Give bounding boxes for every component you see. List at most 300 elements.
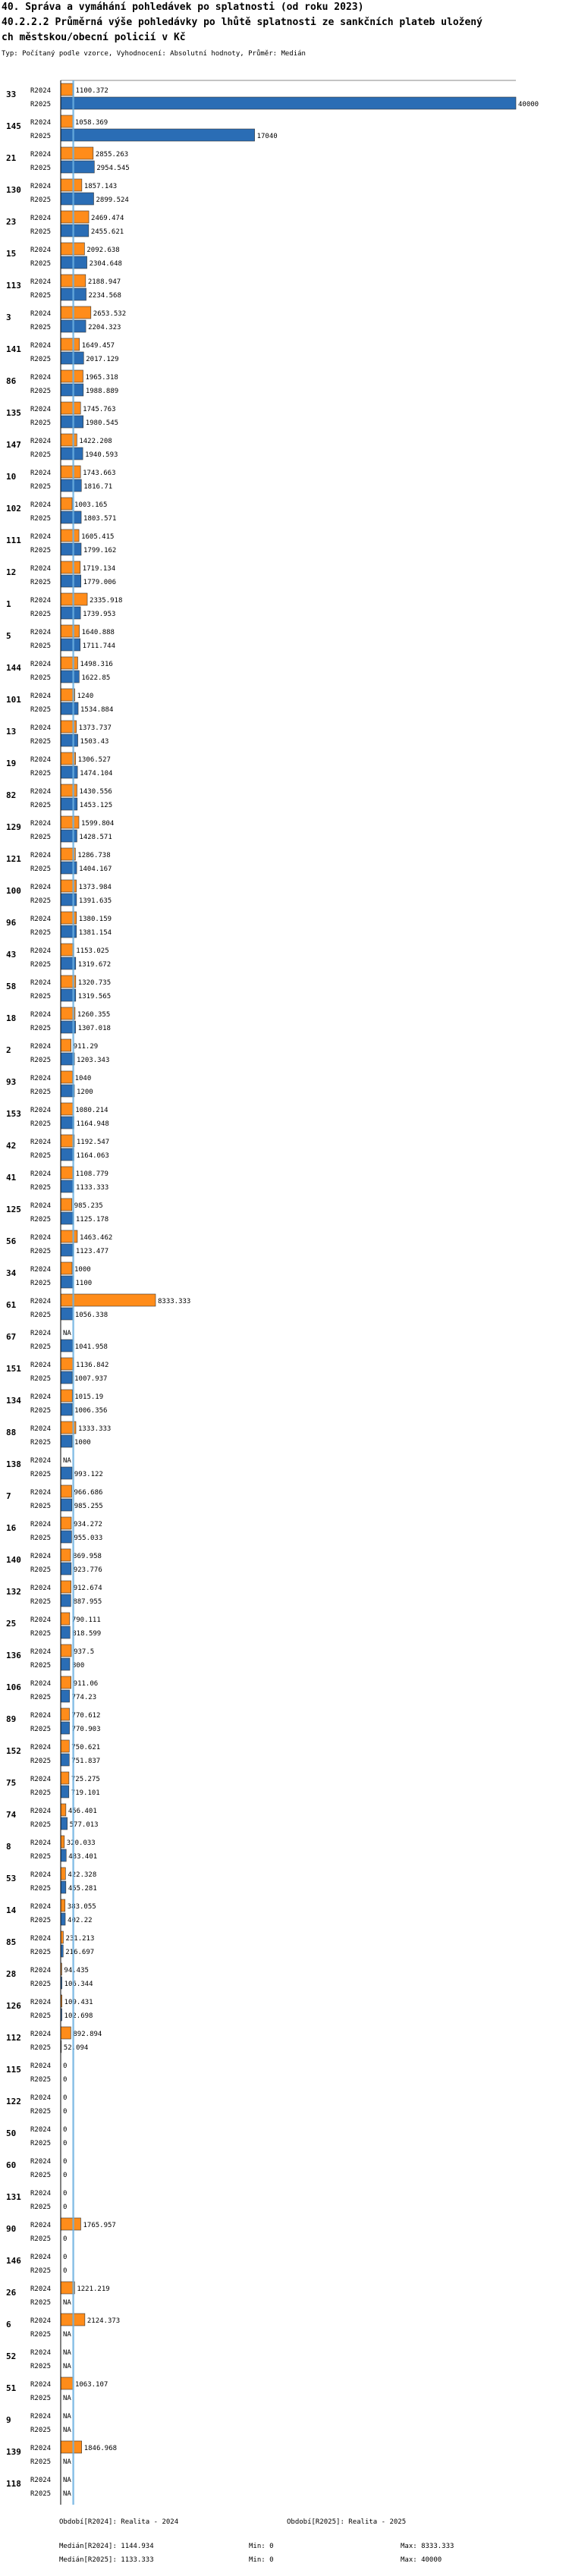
series-label: R2024: [30, 374, 52, 382]
data-label: 1153.025: [76, 947, 109, 955]
series-label: R2024: [30, 87, 52, 95]
data-label: 770.903: [71, 1726, 101, 1733]
category-label: 9: [6, 2415, 11, 2425]
bar-r2024: [61, 402, 80, 414]
series-label: R2024: [30, 1712, 52, 1720]
bar-r2025: [61, 1754, 69, 1766]
data-label: 2469.474: [91, 215, 124, 222]
data-label: 750.621: [71, 1744, 101, 1751]
category-label: 111: [6, 536, 21, 545]
bar-r2024: [61, 1294, 156, 1306]
series-label: R2024: [30, 1871, 52, 1879]
category-label: 86: [6, 376, 17, 386]
series-label: R2025: [30, 547, 52, 554]
data-label: 1534.884: [80, 706, 114, 714]
series-label: R2025: [30, 133, 52, 140]
series-label: R2025: [30, 2044, 52, 2052]
data-label: 0: [63, 2254, 68, 2261]
data-label: 1391.635: [78, 897, 112, 905]
series-label: R2024: [30, 1553, 52, 1560]
data-label: 1100.372: [75, 87, 108, 95]
category-label: 51: [6, 2383, 17, 2393]
series-label: R2025: [30, 1917, 52, 1924]
category-label: 50: [6, 2128, 17, 2138]
series-label: R2025: [30, 993, 52, 1001]
data-label: 1373.984: [78, 884, 112, 891]
category-label: 139: [6, 2447, 21, 2457]
median-2025: Medián[R2025]: 1133.333: [59, 2556, 154, 2564]
data-label: 231.213: [65, 1935, 95, 1943]
category-label: 41: [6, 1173, 17, 1183]
bar-r2025: [61, 1403, 72, 1415]
series-label: R2024: [30, 2190, 52, 2197]
bar-r2024: [61, 434, 77, 446]
data-label: 455.281: [68, 1885, 97, 1893]
data-label: 1745.763: [83, 406, 116, 413]
series-label: R2024: [30, 820, 52, 828]
data-label: 1133.333: [75, 1184, 109, 1192]
series-label: R2024: [30, 884, 52, 891]
category-label: 74: [6, 1810, 17, 1820]
series-label: R2025: [30, 2172, 52, 2179]
data-label: 1000: [74, 1439, 91, 1447]
series-label: R2024: [30, 1425, 52, 1433]
bar-r2025: [61, 1913, 65, 1925]
data-label: 0: [63, 2062, 68, 2070]
data-label: 577.013: [69, 1821, 99, 1829]
series-label: R2024: [30, 2349, 52, 2357]
data-label: 2234.568: [88, 292, 121, 300]
series-label: R2024: [30, 1935, 52, 1943]
bar-r2024: [61, 1039, 71, 1051]
category-label: 147: [6, 440, 21, 450]
median-2024: Medián[R2024]: 1144.934: [59, 2543, 154, 2550]
data-label: 1041.958: [74, 1343, 108, 1351]
data-label: 1040: [74, 1075, 92, 1082]
bar-r2025: [61, 639, 80, 651]
category-label: 19: [6, 759, 17, 768]
bar-r2025: [61, 193, 93, 205]
series-label: R2025: [30, 706, 52, 714]
bar-r2025: [61, 862, 77, 874]
data-label: 40000: [518, 101, 539, 108]
series-label: R2024: [30, 2254, 52, 2261]
series-label: R2024: [30, 1393, 52, 1401]
data-label: 985.255: [74, 1503, 103, 1510]
series-label: R2025: [30, 2204, 52, 2211]
bar-r2024: [61, 625, 80, 637]
bar-r2025: [61, 1658, 70, 1670]
data-label: 0: [63, 2204, 68, 2211]
category-label: 146: [6, 2256, 21, 2266]
series-label: R2025: [30, 1471, 52, 1478]
category-label: 10: [6, 472, 17, 482]
max-2024: Max: 8333.333: [401, 2543, 454, 2550]
data-label: NA: [63, 2477, 71, 2484]
data-label: 1430.556: [79, 788, 112, 796]
data-label: 923.776: [73, 1566, 102, 1574]
bar-r2024: [61, 1198, 72, 1211]
series-label: R2025: [30, 2076, 52, 2084]
data-label: 1846.968: [83, 2445, 118, 2452]
series-label: R2025: [30, 1789, 52, 1797]
series-label: R2025: [30, 1216, 52, 1224]
data-label: 1221.219: [77, 2285, 110, 2293]
bar-r2024: [61, 306, 91, 319]
series-label: R2025: [30, 1120, 52, 1128]
category-label: 96: [6, 918, 17, 928]
series-label: R2025: [30, 1057, 52, 1064]
bar-r2025: [61, 1531, 71, 1543]
data-label: 109.431: [64, 1999, 93, 2006]
series-label: R2025: [30, 2267, 52, 2275]
data-label: 106.344: [64, 1981, 93, 1988]
data-label: 456.401: [68, 1808, 97, 1815]
series-label: R2024: [30, 1139, 52, 1146]
bar-r2024: [61, 1390, 72, 1402]
bar-r2025: [61, 543, 81, 555]
bar-r2024: [61, 1899, 65, 1912]
series-label: R2024: [30, 501, 52, 509]
bar-r2024: [61, 1645, 71, 1657]
bar-r2024: [61, 1868, 65, 1880]
series-label: R2025: [30, 2012, 52, 2020]
data-label: 1474.104: [80, 770, 113, 778]
series-label: R2025: [30, 2427, 52, 2434]
data-label: 1319.672: [77, 961, 112, 969]
legend-2024: Období[R2024]: Realita - 2024: [59, 2518, 179, 2526]
category-label: 125: [6, 1205, 21, 1214]
series-label: R2024: [30, 1298, 52, 1305]
bar-r2024: [61, 2377, 73, 2389]
series-label: R2024: [30, 565, 52, 573]
bar-r2024: [61, 1549, 71, 1561]
bar-r2024: [61, 1485, 72, 1497]
category-label: 60: [6, 2160, 17, 2170]
data-label: 1622.85: [81, 674, 111, 682]
category-label: 130: [6, 185, 21, 195]
data-label: 0: [63, 2094, 68, 2102]
series-label: R2025: [30, 1025, 52, 1032]
category-label: 15: [6, 249, 17, 259]
category-label: 134: [6, 1396, 21, 1406]
bar-r2024: [61, 752, 76, 765]
category-label: 136: [6, 1651, 21, 1660]
bar-r2025: [61, 1371, 72, 1384]
category-label: 52: [6, 2351, 17, 2361]
data-label: 1203.343: [77, 1057, 110, 1064]
data-label: 1063.107: [74, 2381, 108, 2389]
series-label: R2024: [30, 693, 52, 700]
data-label: 8333.333: [158, 1298, 191, 1305]
category-label: 67: [6, 1332, 17, 1342]
series-label: R2025: [30, 1152, 52, 1160]
data-label: NA: [63, 1330, 71, 1337]
series-label: R2025: [30, 1439, 52, 1447]
bar-r2025: [61, 1148, 74, 1161]
bar-r2025: [61, 1276, 74, 1288]
bar-r2024: [61, 179, 82, 191]
category-label: 33: [6, 90, 17, 99]
category-label: 113: [6, 281, 21, 291]
bar-r2024: [61, 370, 83, 382]
category-label: 85: [6, 1937, 17, 1947]
series-label: R2025: [30, 228, 52, 236]
bar-r2025: [61, 384, 83, 396]
series-label: R2024: [30, 2158, 52, 2166]
data-label: 52.094: [63, 2044, 89, 2052]
data-label: 0: [63, 2190, 68, 2197]
data-label: 1503.43: [80, 738, 109, 746]
chart-title-line-3: ch městskou/obecní policií v Kč: [2, 32, 186, 43]
data-label: 422.328: [68, 1871, 97, 1879]
bar-r2024: [61, 466, 80, 478]
category-label: 23: [6, 217, 17, 227]
category-label: 7: [6, 1491, 11, 1501]
data-label: 483.401: [68, 1853, 98, 1861]
bar-r2024: [61, 2027, 71, 2039]
series-label: R2024: [30, 947, 52, 955]
series-label: R2024: [30, 2126, 52, 2134]
category-label: 88: [6, 1428, 17, 1437]
bar-r2025: [61, 225, 89, 237]
bar-r2025: [61, 1117, 74, 1129]
data-label: 790.111: [71, 1616, 101, 1624]
category-label: 6: [6, 2320, 11, 2329]
max-2025: Max: 40000: [401, 2556, 442, 2564]
bar-r2025: [61, 607, 80, 619]
series-label: R2024: [30, 1808, 52, 1815]
data-label: 1333.333: [77, 1425, 112, 1433]
data-label: 2653.532: [93, 310, 127, 318]
bar-r2025: [61, 1881, 66, 1893]
category-label: 126: [6, 2001, 21, 2011]
series-label: R2025: [30, 579, 52, 586]
series-label: R2025: [30, 419, 52, 427]
bar-r2025: [61, 1817, 68, 1830]
series-label: R2024: [30, 1648, 52, 1656]
bar-r2024: [61, 529, 79, 542]
data-label: 1164.063: [76, 1152, 109, 1160]
bar-r2024: [61, 1740, 69, 1752]
series-label: R2024: [30, 1616, 52, 1624]
series-label: R2024: [30, 2413, 52, 2420]
series-label: R2025: [30, 2299, 52, 2307]
data-label: 216.697: [65, 1949, 95, 1956]
series-label: R2024: [30, 661, 52, 668]
category-label: 28: [6, 1969, 17, 1979]
data-label: 1605.415: [81, 533, 115, 541]
data-label: 2954.545: [96, 165, 130, 172]
data-label: 1200: [77, 1089, 93, 1096]
data-label: 2455.621: [90, 228, 124, 236]
data-label: 1428.571: [79, 834, 112, 841]
data-label: 2092.638: [86, 247, 120, 254]
bar-r2024: [61, 1167, 74, 1179]
data-label: 985.235: [74, 1202, 103, 1210]
data-label: 887.955: [73, 1598, 102, 1606]
series-label: R2024: [30, 1234, 52, 1242]
data-label: 2204.323: [88, 324, 121, 331]
data-label: 912.674: [73, 1585, 102, 1592]
category-label: 14: [6, 1905, 17, 1915]
series-label: R2025: [30, 834, 52, 841]
category-label: 5: [6, 631, 11, 641]
bar-r2025: [61, 1308, 73, 1320]
data-label: 2899.524: [96, 196, 129, 204]
category-label: 118: [6, 2479, 21, 2489]
category-label: 100: [6, 886, 21, 896]
series-label: R2025: [30, 897, 52, 905]
bar-r2024: [61, 498, 72, 510]
data-label: 1765.957: [83, 2222, 116, 2229]
series-label: R2025: [30, 1343, 52, 1351]
bar-r2024: [61, 2218, 80, 2230]
data-label: 2017.129: [86, 356, 119, 363]
bar-r2024: [61, 1262, 72, 1274]
data-label: 0: [63, 2126, 68, 2134]
category-label: 2: [6, 1045, 11, 1055]
data-label: 1381.154: [78, 929, 112, 937]
data-label: 1940.593: [85, 451, 118, 459]
series-label: R2024: [30, 1457, 52, 1465]
data-label: 1649.457: [81, 342, 115, 350]
series-label: R2024: [30, 1903, 52, 1911]
category-label: 61: [6, 1300, 17, 1310]
bar-r2025: [61, 894, 77, 906]
bar-r2024: [61, 1804, 66, 1816]
bar-r2024: [61, 1676, 71, 1689]
series-label: R2024: [30, 183, 52, 190]
series-label: R2025: [30, 611, 52, 618]
series-label: R2024: [30, 1967, 52, 1974]
data-label: 1056.338: [74, 1312, 108, 1319]
series-label: R2024: [30, 215, 52, 222]
data-label: 1136.842: [76, 1362, 109, 1369]
series-label: R2024: [30, 1839, 52, 1847]
data-label: 1640.888: [81, 629, 115, 636]
category-label: 112: [6, 2033, 21, 2043]
series-label: R2025: [30, 1535, 52, 1542]
data-label: 1000: [74, 1266, 91, 1274]
bar-r2025: [61, 352, 83, 364]
bar-r2025: [61, 416, 83, 428]
series-label: R2025: [30, 1312, 52, 1319]
bar-r2025: [61, 320, 86, 332]
data-label: 0: [63, 2108, 68, 2116]
series-label: R2025: [30, 388, 52, 395]
chart-title-line-2: 40.2.2.2 Průměrná výše pohledávky po lhůtě splatnosti ze sankčních plateb uložený: [2, 17, 483, 28]
data-label: 402.22: [68, 1917, 93, 1924]
data-label: 0: [63, 2172, 68, 2179]
data-label: NA: [63, 2427, 71, 2434]
series-label: R2024: [30, 1744, 52, 1751]
series-label: R2024: [30, 1585, 52, 1592]
series-label: R2024: [30, 724, 52, 732]
series-label: R2025: [30, 1885, 52, 1893]
series-label: R2024: [30, 1999, 52, 2006]
bar-r2024: [61, 115, 73, 127]
data-label: 1192.547: [76, 1139, 110, 1146]
bar-r2025: [61, 479, 81, 492]
bar-r2024: [61, 211, 89, 223]
data-label: 1286.738: [77, 852, 111, 859]
series-label: R2025: [30, 1821, 52, 1829]
data-label: 1015.19: [74, 1393, 104, 1401]
bar-r2024: [61, 1613, 70, 1625]
bar-r2025: [61, 1594, 71, 1607]
series-label: R2024: [30, 1266, 52, 1274]
bar-r2024: [61, 1517, 71, 1529]
data-label: 0: [63, 2267, 68, 2275]
data-label: 911.29: [73, 1043, 99, 1051]
series-label: R2025: [30, 1566, 52, 1574]
data-label: 1599.804: [80, 820, 115, 828]
series-label: R2025: [30, 1981, 52, 1988]
data-label: 1320.735: [77, 979, 112, 987]
bar-r2025: [61, 1180, 74, 1192]
series-label: R2025: [30, 1184, 52, 1192]
data-label: 2124.373: [86, 2317, 121, 2325]
data-label: 751.837: [71, 1758, 101, 1765]
data-label: 0: [63, 2235, 68, 2243]
data-label: 1779.006: [83, 579, 117, 586]
series-label: R2024: [30, 2031, 52, 2038]
category-label: 106: [6, 1682, 21, 1692]
data-label: 911.06: [73, 1680, 99, 1688]
series-label: R2024: [30, 2285, 52, 2293]
category-label: 141: [6, 344, 21, 354]
data-label: 800: [72, 1662, 85, 1670]
series-label: R2025: [30, 101, 52, 108]
category-label: 121: [6, 854, 21, 864]
data-label: 725.275: [71, 1776, 100, 1783]
data-label: 17040: [256, 133, 278, 140]
series-label: R2025: [30, 1949, 52, 1956]
bar-r2024: [61, 561, 80, 573]
bar-r2024: [61, 1708, 70, 1720]
data-label: 1373.737: [78, 724, 112, 732]
series-label: R2024: [30, 756, 52, 764]
series-label: R2024: [30, 533, 52, 541]
bar-r2025: [61, 1340, 73, 1352]
series-label: R2025: [30, 1248, 52, 1255]
series-label: R2025: [30, 196, 52, 204]
category-label: 26: [6, 2288, 17, 2298]
data-label: 1260.355: [77, 1011, 111, 1019]
series-label: R2025: [30, 2140, 52, 2147]
data-label: 955.033: [74, 1535, 103, 1542]
series-label: R2024: [30, 310, 52, 318]
series-label: R2024: [30, 629, 52, 636]
bar-r2024: [61, 1230, 77, 1242]
data-label: 1422.208: [79, 438, 112, 445]
data-label: 320.033: [66, 1839, 96, 1847]
series-label: R2025: [30, 1694, 52, 1701]
series-label: R2024: [30, 1362, 52, 1369]
data-label: 1498.316: [80, 661, 113, 668]
data-label: 1058.369: [74, 119, 108, 127]
series-label: R2024: [30, 2062, 52, 2070]
series-label: R2025: [30, 260, 52, 268]
series-label: R2024: [30, 278, 52, 286]
series-label: R2025: [30, 961, 52, 969]
bar-r2024: [61, 1103, 73, 1115]
series-label: R2025: [30, 515, 52, 523]
series-label: R2025: [30, 2490, 52, 2498]
category-label: 152: [6, 1746, 21, 1756]
bar-r2025: [61, 1085, 74, 1097]
